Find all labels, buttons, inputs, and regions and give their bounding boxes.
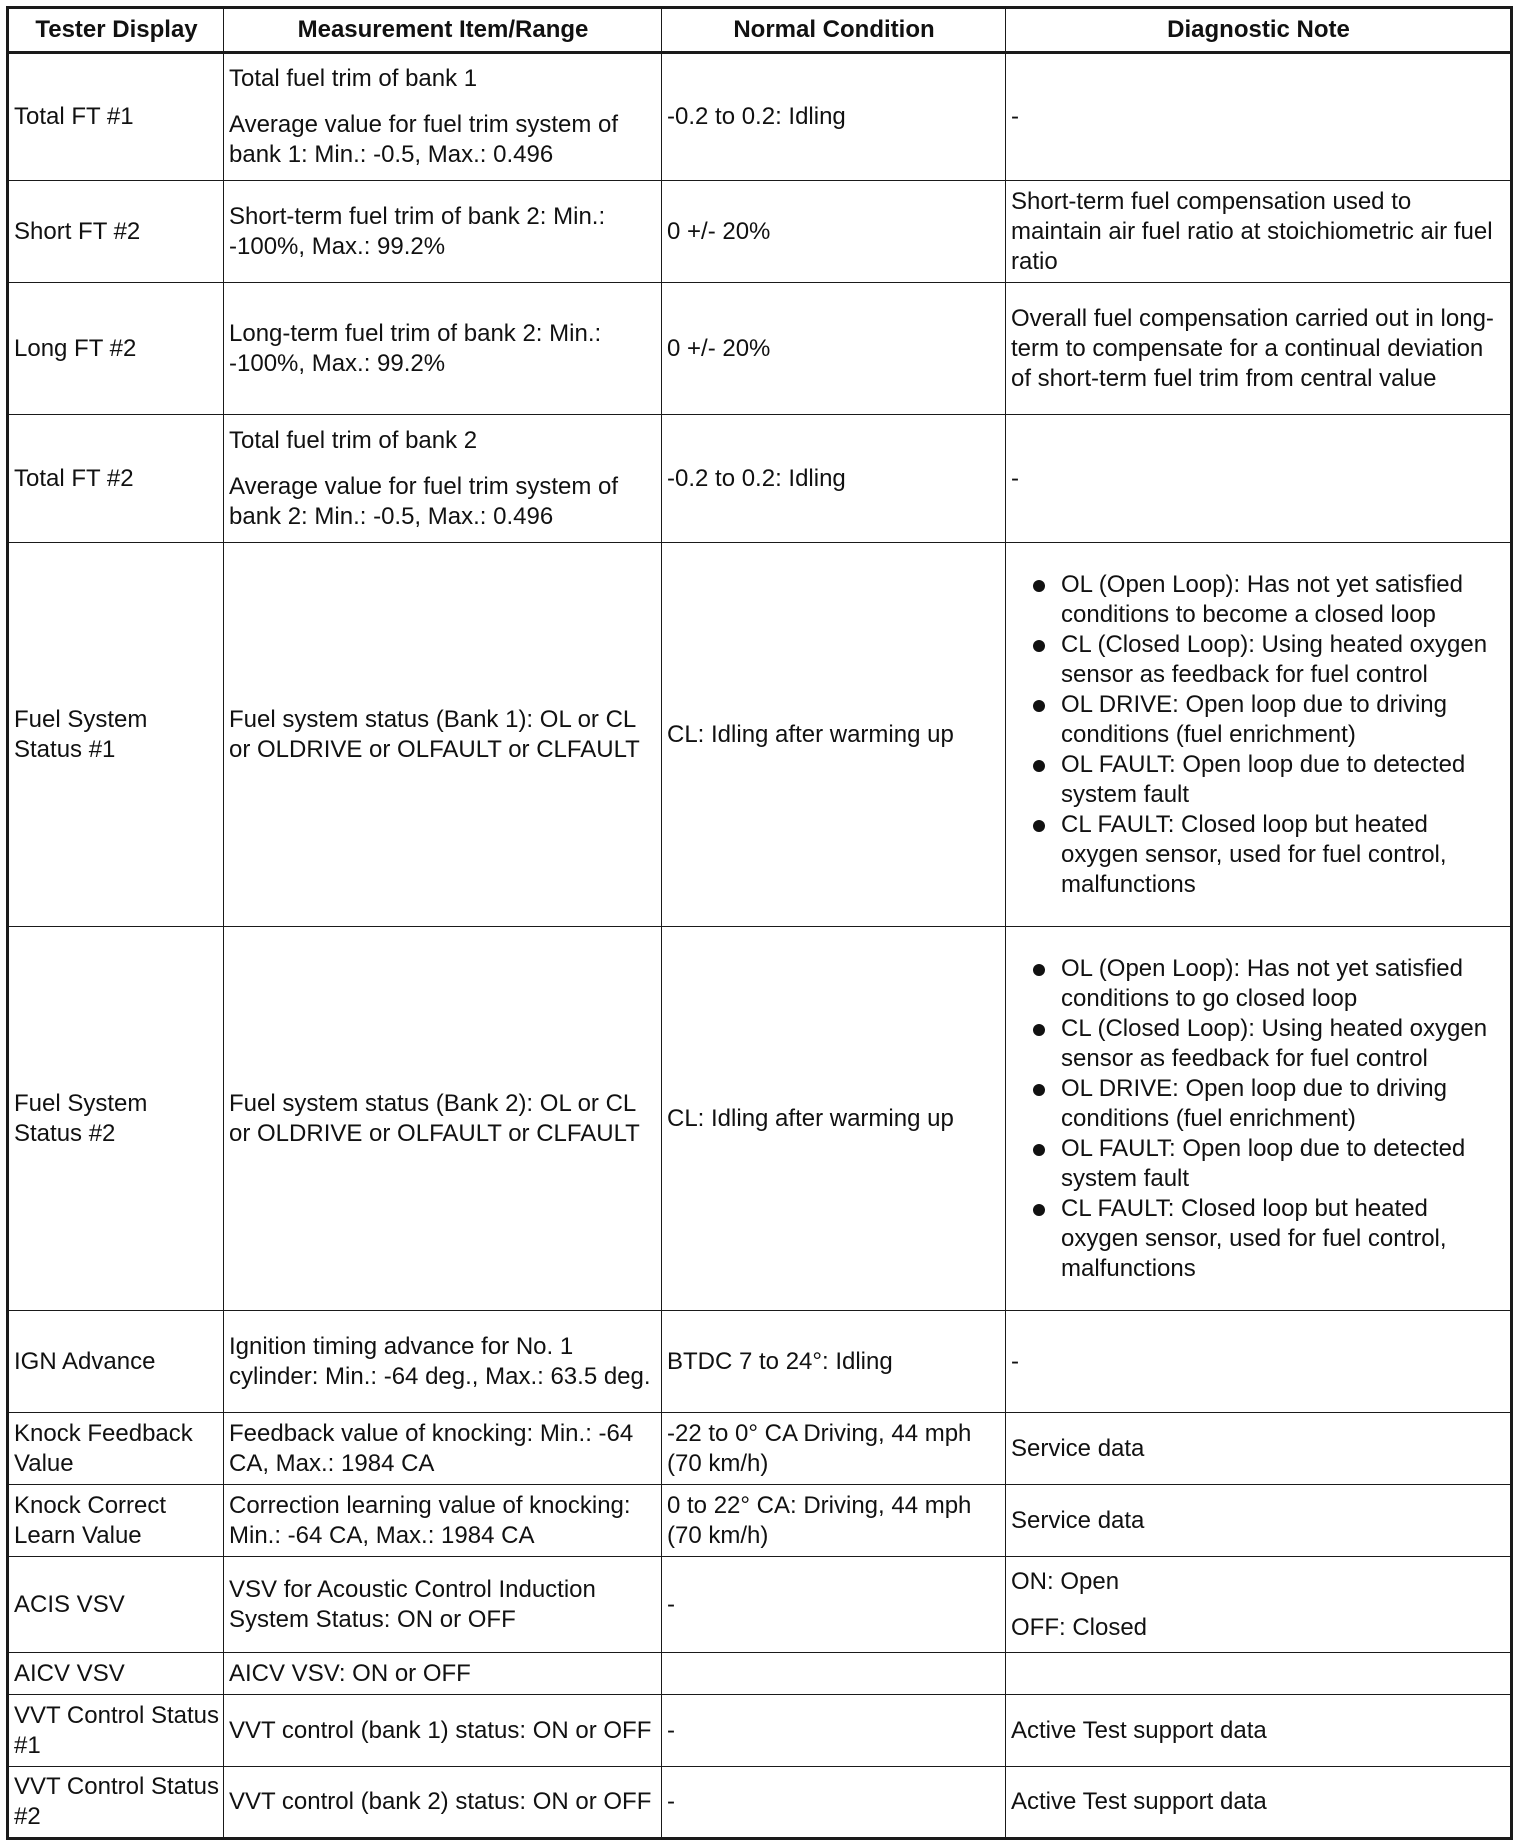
cell-diagnostic-note (1006, 181, 1512, 283)
cell-diagnostic-note (1006, 1311, 1512, 1413)
note-text: Short-term fuel compensation used to maintain air fuel ratio at stoichiometric air fuel ratio (1011, 187, 1493, 275)
table-row (8, 181, 1512, 283)
cell-diagnostic-note (1006, 1653, 1512, 1695)
cell-measurement-item (224, 927, 662, 1311)
cell-tester-display: Long FT #2 (8, 283, 224, 415)
cell-tester-display: VVT Control Status #2 (8, 1767, 224, 1839)
cell-diagnostic-note (1006, 1413, 1512, 1485)
status-bullet-list (1011, 954, 1506, 1284)
cell-diagnostic-note (1006, 543, 1512, 927)
table-row (8, 1413, 1512, 1485)
cell-tester-display: AICV VSV (8, 1653, 224, 1695)
cell-normal-condition: -0.2 to 0.2: Idling (662, 415, 1006, 543)
bullet-item: CL FAULT: Closed loop but heated oxygen sensor, used for fuel control, malfunctions (1029, 1194, 1506, 1284)
bullet-item: CL (Closed Loop): Using heated oxygen sensor as feedback for fuel control (1029, 630, 1506, 690)
status-bullet-list (1011, 570, 1506, 900)
cell-normal-condition: 0 +/- 20% (662, 181, 1006, 283)
cell-measurement-item (224, 1767, 662, 1839)
table-row (8, 1767, 1512, 1839)
cell-tester-display: Fuel System Status #1 (8, 543, 224, 927)
cell-tester-display: Short FT #2 (8, 181, 224, 283)
measurement-text: VVT control (bank 2) status: ON or OFF (229, 1788, 652, 1815)
cell-measurement-item (224, 1557, 662, 1653)
bullet-item: CL FAULT: Closed loop but heated oxygen sensor, used for fuel control, malfunctions (1029, 810, 1506, 900)
note-text: OFF: Closed (1011, 1613, 1148, 1641)
table-row (8, 415, 1512, 543)
column-header-diagnostic-note: Diagnostic Note (1006, 8, 1512, 53)
cell-diagnostic-note (1006, 927, 1512, 1311)
table-header-row (8, 8, 1512, 53)
bullet-item: OL DRIVE: Open loop due to driving conditions (fuel enrichment) (1029, 1074, 1506, 1134)
cell-tester-display: Total FT #2 (8, 415, 224, 543)
note-text: Overall fuel compensation carried out in long-term to compensate for a continual deviation of short-term fuel trim from central value (1011, 304, 1494, 392)
cell-diagnostic-note (1006, 1695, 1512, 1767)
measurement-text: Fuel system status (Bank 1): OL or CL or OLDRIVE or OLFAULT or CLFAULT (229, 705, 640, 763)
cell-tester-display: Total FT #1 (8, 53, 224, 181)
table-row (8, 1485, 1512, 1557)
cell-normal-condition: - (662, 1767, 1006, 1839)
cell-tester-display: VVT Control Status #1 (8, 1695, 224, 1767)
table-body (8, 53, 1512, 1839)
measurement-text: Total fuel trim of bank 2 (229, 426, 478, 454)
column-header-tester-display: Tester Display (8, 8, 224, 53)
column-header-measurement-item: Measurement Item/Range (224, 8, 662, 53)
cell-measurement-item (224, 53, 662, 181)
note-text: Active Test support data (1011, 1716, 1267, 1744)
cell-diagnostic-note (1006, 1767, 1512, 1839)
measurement-text: Long-term fuel trim of bank 2: Min.: -100%, Max.: 99.2% (229, 319, 602, 377)
cell-tester-display: Knock Correct Learn Value (8, 1485, 224, 1557)
table-row (8, 1311, 1512, 1413)
cell-diagnostic-note (1006, 1557, 1512, 1653)
measurement-text: Ignition timing advance for No. 1 cylinder: Min.: -64 deg., Max.: 63.5 deg. (229, 1332, 651, 1390)
measurement-text: Average value for fuel trim system of bank 1: Min.: -0.5, Max.: 0.496 (229, 111, 619, 168)
cell-normal-condition: - (662, 1557, 1006, 1653)
note-text: Active Test support data (1011, 1788, 1267, 1815)
table-row (8, 283, 1512, 415)
measurement-text: Short-term fuel trim of bank 2: Min.: -100%, Max.: 99.2% (229, 202, 606, 260)
cell-measurement-item (224, 1485, 662, 1557)
cell-diagnostic-note (1006, 1485, 1512, 1557)
cell-measurement-item (224, 415, 662, 543)
cell-normal-condition: - (662, 1695, 1006, 1767)
table-row (8, 1653, 1512, 1695)
cell-diagnostic-note (1006, 53, 1512, 181)
table-row (8, 1695, 1512, 1767)
measurement-text: Average value for fuel trim system of bank 2: Min.: -0.5, Max.: 0.496 (229, 472, 619, 530)
table-row (8, 1557, 1512, 1653)
cell-tester-display: ACIS VSV (8, 1557, 224, 1653)
cell-normal-condition: BTDC 7 to 24°: Idling (662, 1311, 1006, 1413)
note-text: - (1011, 1347, 1019, 1375)
bullet-item: OL DRIVE: Open loop due to driving conditions (fuel enrichment) (1029, 690, 1506, 750)
cell-normal-condition (662, 1653, 1006, 1695)
cell-measurement-item (224, 181, 662, 283)
measurement-text: Correction learning value of knocking: Min.: -64 CA, Max.: 1984 CA (229, 1491, 631, 1549)
bullet-item: CL (Closed Loop): Using heated oxygen sensor as feedback for fuel control (1029, 1014, 1506, 1074)
cell-measurement-item (224, 543, 662, 927)
data-list-table (6, 6, 1513, 1840)
cell-normal-condition: CL: Idling after warming up (662, 543, 1006, 927)
note-text: Service data (1011, 1434, 1145, 1462)
bullet-item: OL FAULT: Open loop due to detected system fault (1029, 1134, 1506, 1194)
note-text: Service data (1011, 1506, 1145, 1534)
cell-measurement-item (224, 1695, 662, 1767)
cell-normal-condition: -0.2 to 0.2: Idling (662, 53, 1006, 181)
document-sheet (6, 6, 1510, 1840)
cell-normal-condition: CL: Idling after warming up (662, 927, 1006, 1311)
cell-tester-display: IGN Advance (8, 1311, 224, 1413)
note-text: ON: Open (1011, 1567, 1120, 1595)
table-row (8, 543, 1512, 927)
table-row (8, 53, 1512, 181)
measurement-text: Total fuel trim of bank 1 (229, 65, 478, 92)
measurement-text: VVT control (bank 1) status: ON or OFF (229, 1716, 652, 1744)
measurement-text: Fuel system status (Bank 2): OL or CL or OLDRIVE or OLFAULT or CLFAULT (229, 1089, 640, 1147)
bullet-item: OL (Open Loop): Has not yet satisfied conditions to go closed loop (1029, 954, 1506, 1014)
measurement-text: Feedback value of knocking: Min.: -64 CA, Max.: 1984 CA (229, 1419, 634, 1477)
table-row (8, 927, 1512, 1311)
column-header-normal-condition: Normal Condition (662, 8, 1006, 53)
cell-tester-display: Knock Feedback Value (8, 1413, 224, 1485)
cell-measurement-item (224, 1413, 662, 1485)
measurement-text: VSV for Acoustic Control Induction System Status: ON or OFF (229, 1575, 596, 1633)
cell-normal-condition: 0 +/- 20% (662, 283, 1006, 415)
cell-measurement-item (224, 283, 662, 415)
cell-diagnostic-note (1006, 415, 1512, 543)
cell-measurement-item (224, 1311, 662, 1413)
measurement-text: AICV VSV: ON or OFF (229, 1659, 471, 1687)
bullet-item: OL (Open Loop): Has not yet satisfied conditions to become a closed loop (1029, 570, 1506, 630)
note-text: - (1011, 464, 1019, 492)
cell-tester-display: Fuel System Status #2 (8, 927, 224, 1311)
note-text: - (1011, 103, 1019, 130)
cell-normal-condition: -22 to 0° CA Driving, 44 mph (70 km/h) (662, 1413, 1006, 1485)
cell-measurement-item (224, 1653, 662, 1695)
cell-diagnostic-note (1006, 283, 1512, 415)
cell-normal-condition: 0 to 22° CA: Driving, 44 mph (70 km/h) (662, 1485, 1006, 1557)
bullet-item: OL FAULT: Open loop due to detected system fault (1029, 750, 1506, 810)
